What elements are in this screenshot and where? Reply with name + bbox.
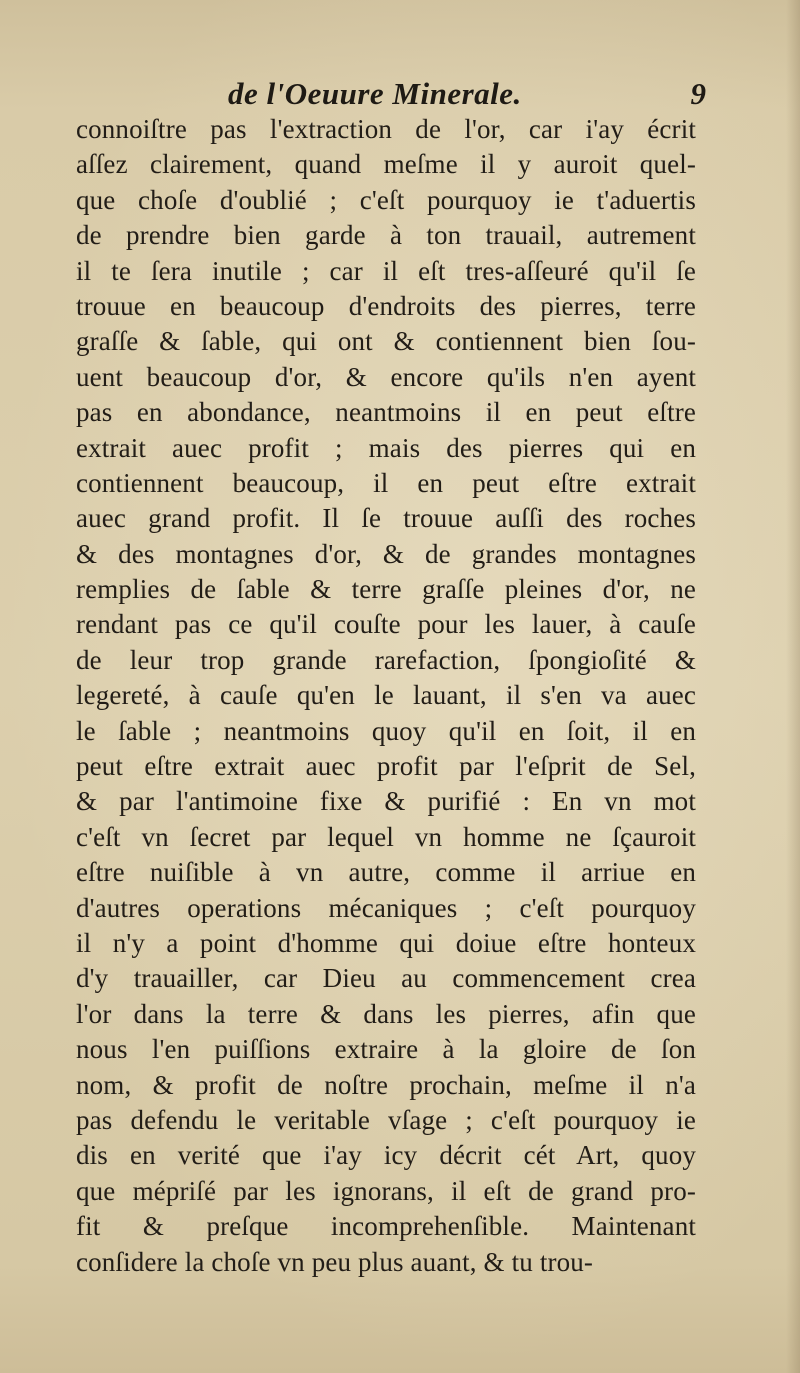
text-line: dis en verité que i'ay icy décrit cét Art, quoy bbox=[76, 1140, 696, 1171]
text-line: le ſable ; neantmoins quoy qu'il en ſoit, il en bbox=[76, 715, 696, 746]
text-line: auec grand profit. Il ſe trouue auſſi des roches bbox=[76, 503, 696, 534]
running-head-title: de l'Oeuure Minerale. bbox=[228, 76, 522, 111]
text-line: extrait auec profit ; mais des pierres qui en bbox=[76, 432, 696, 463]
text-line: connoiſtre pas l'extraction de l'or, car i'ay écrit bbox=[76, 114, 696, 144]
text-line: uent beaucoup d'or, & encore qu'ils n'en ayent bbox=[76, 361, 696, 392]
text-line: l'or dans la terre & dans les pierres, afin que bbox=[76, 998, 696, 1029]
page-number: 9 bbox=[690, 76, 706, 111]
text-line: & des montagnes d'or, & de grandes montagnes bbox=[76, 538, 696, 569]
text-line: graſſe & ſable, qui ont & contiennent bien ſou- bbox=[76, 326, 696, 357]
text-line: que choſe d'oublié ; c'eſt pourquoy ie t'aduertis bbox=[76, 184, 696, 215]
text-line: legereté, à cauſe qu'en le lauant, il s'en va auec bbox=[76, 680, 696, 711]
text-line: aſſez clairement, quand meſme il y auroit quel- bbox=[76, 149, 696, 180]
body-text bbox=[76, 112, 696, 1280]
text-line: & par l'antimoine fixe & purifié : En vn mot bbox=[76, 786, 696, 817]
page-edge-shadow bbox=[786, 0, 800, 1373]
text-line: d'y trauailler, car Dieu au commencement crea bbox=[76, 963, 696, 994]
text-line: que mépriſé par les ignorans, il eſt de grand pro- bbox=[76, 1175, 696, 1206]
text-line: conſidere la choſe vn peu plus auant, & tu trou- bbox=[76, 1246, 594, 1277]
text-line: nom, & profit de noſtre prochain, meſme il n'a bbox=[76, 1069, 696, 1100]
text-line: de prendre bien garde à ton trauail, autrement bbox=[76, 220, 696, 251]
text-line: pas defendu le veritable vſage ; c'eſt pourquoy ie bbox=[76, 1104, 696, 1135]
text-line: pas en abondance, neantmoins il en peut eſtre bbox=[76, 397, 696, 428]
text-line: c'eſt vn ſecret par lequel vn homme ne ſçauroit bbox=[76, 821, 696, 852]
text-line: d'autres operations mécaniques ; c'eſt pourquoy bbox=[76, 892, 696, 923]
text-line: remplies de ſable & terre graſſe pleines d'or, ne bbox=[76, 574, 696, 605]
text-line: rendant pas ce qu'il couſte pour les lauer, à cauſe bbox=[76, 609, 696, 640]
text-line: trouue en beaucoup d'endroits des pierres, terre bbox=[76, 290, 696, 321]
text-line: il n'y a point d'homme qui doiue eſtre honteux bbox=[76, 927, 696, 958]
text-line: eſtre nuiſible à vn autre, comme il arriue en bbox=[76, 857, 696, 888]
text-line: contiennent beaucoup, il en peut eſtre extrait bbox=[76, 467, 696, 498]
text-line: fit & preſque incomprehenſible. Maintenant bbox=[76, 1211, 696, 1242]
text-line: il te ſera inutile ; car il eſt tres-aſſeuré qu'il ſe bbox=[76, 255, 696, 286]
text-line: nous l'en puiſſions extraire à la gloire de ſon bbox=[76, 1034, 696, 1065]
text-line: peut eſtre extrait auec profit par l'eſprit de Sel, bbox=[76, 751, 696, 782]
text-line: de leur trop grande rarefaction, ſpongioſité & bbox=[76, 644, 696, 675]
